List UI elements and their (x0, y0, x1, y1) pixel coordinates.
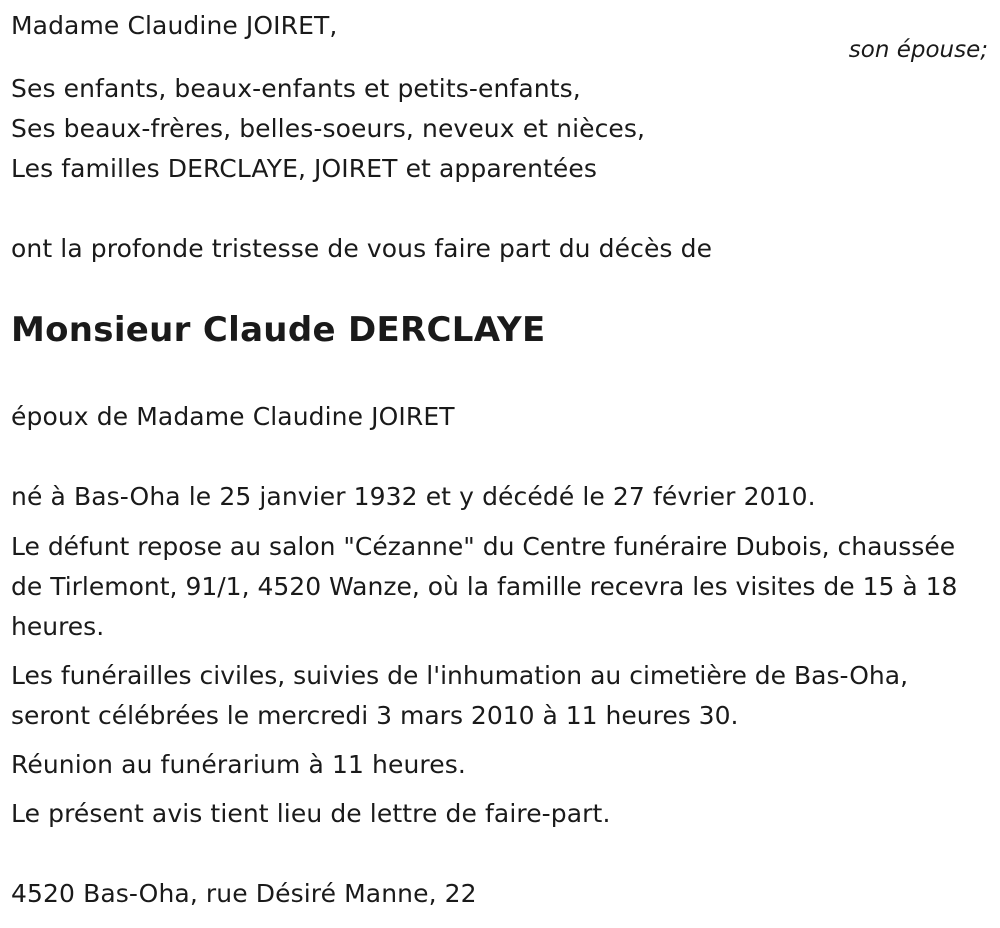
rest-location-paragraph: Le défunt repose au salon "Cézanne" du Centre funéraire Dubois, chaussée de Tirlemont, 91/1, 4520 Wanze, où la famille recevra les visites de 15 à 18 heures. (11, 532, 958, 641)
family-line-children: Ses enfants, beaux-enfants et petits-enfants, (11, 74, 581, 103)
meeting-info-line: Réunion au funérarium à 11 heures. (11, 750, 466, 779)
announcement-text: ont la profonde tristesse de vous faire part du décès de (11, 234, 713, 263)
widow-line: Madame Claudine JOIRET, (11, 11, 338, 40)
funeral-info-paragraph: Les funérailles civiles, suivies de l'inhumation au cimetière de Bas-Oha, seront célébrées le mercredi 3 mars 2010 à 11 heures 30. (11, 661, 909, 730)
family-line-families: Les familles DERCLAYE, JOIRET et apparentées (11, 154, 598, 183)
notice-info-line: Le présent avis tient lieu de lettre de faire-part. (11, 799, 611, 828)
birth-death-line: né à Bas-Oha le 25 janvier 1932 et y décédé le 27 février 2010. (11, 482, 816, 511)
family-line-in-laws: Ses beaux-frères, belles-soeurs, neveux et nièces, (11, 114, 646, 143)
widow-role: son épouse; (848, 37, 988, 63)
deceased-name: Monsieur Claude DERCLAYE (11, 310, 546, 350)
address-line: 4520 Bas-Oha, rue Désiré Manne, 22 (11, 879, 477, 908)
spouse-line: époux de Madame Claudine JOIRET (11, 402, 455, 431)
obituary-notice (11, 0, 991, 928)
